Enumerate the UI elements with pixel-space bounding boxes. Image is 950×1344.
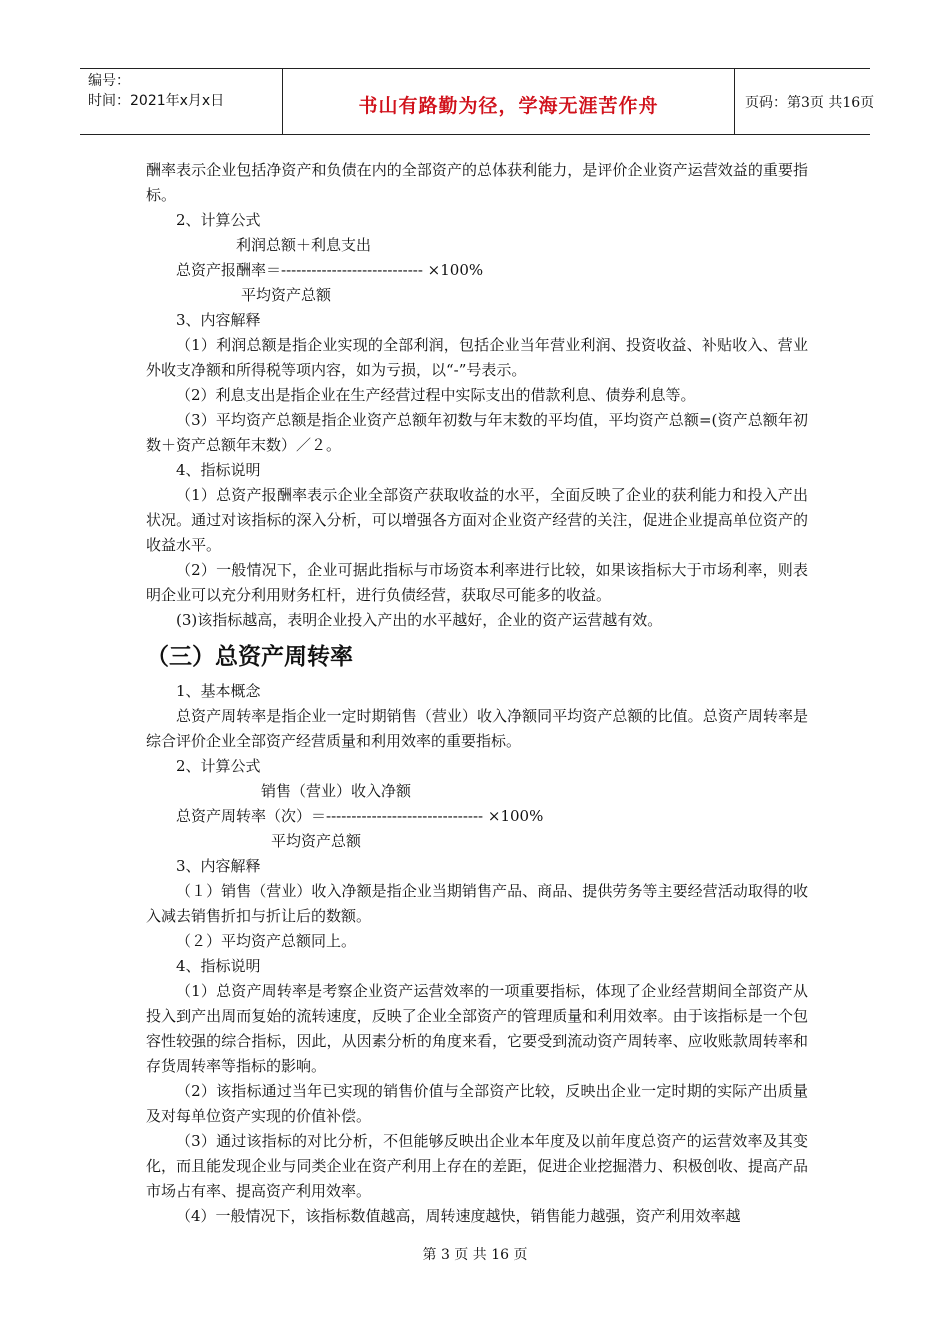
header-page-info: 页码：第3页 共16页 [745,94,875,111]
paragraph: （2）该指标通过当年已实现的销售价值与全部资产比较，反映出企业一定时期的实际产出质量及对每单位资产实现的价值补偿。 [146,1082,808,1125]
paragraph: （2）利息支出是指企业在生产经营过程中实际支出的借款利息、债券利息等。 [176,386,696,404]
formula: 总资产报酬率＝---------------------------- ×100% [176,261,484,279]
paragraph: （１）销售（营业）收入净额是指企业当期销售产品、商品、提供劳务等主要经营活动取得的收入减去销售折扣与折让后的数额。 [146,882,808,925]
paragraph: （２）平均资产总额同上。 [176,932,357,950]
subheading: 2、计算公式 [176,757,261,775]
header-motto-cell [283,69,735,134]
paragraph: （3）平均资产总额是指企业资产总额年初数与年末数的平均值，平均资产总额=(资产总额年初数＋资产总额年末数）／２。 [146,411,808,454]
paragraph: (3)该指标越高，表明企业投入产出的水平越好，企业的资产运营越有效。 [176,611,663,629]
header-motto: 书山有路勤为径，学海无涯苦作舟 [358,95,659,117]
subheading: 1、基本概念 [176,682,261,700]
paragraph: （1）利润总额是指企业实现的全部利润，包括企业当年营业利润、投资收益、补贴收入、营业外收支净额和所得税等项内容，如为亏损，以“-”号表示。 [146,336,808,379]
formula-denominator: 平均资产总额 [271,832,362,850]
paragraph: （2）一般情况下，企业可据此指标与市场资本利率进行比较，如果该指标大于市场利率，则表明企业可以充分利用财务杠杆，进行负债经营，获取尽可能多的收益。 [146,561,808,604]
subheading: 3、内容解释 [176,311,261,329]
formula-denominator: 平均资产总额 [241,286,332,304]
subheading: 3、内容解释 [176,857,261,875]
subheading: 4、指标说明 [176,461,261,479]
document-body [146,158,808,1229]
paragraph: 酬率表示企业包括净资产和负债在内的全部资产的总体获利能力，是评价企业资产运营效益的重要指标。 [146,161,808,204]
header-meta [80,69,283,134]
section-title: （三）总资产周转率 [146,644,353,670]
page-footer: 第 3 页 共 16 页 [422,1247,528,1263]
subheading: 4、指标说明 [176,957,261,975]
paragraph: （1）总资产报酬率表示企业全部资产获取收益的水平，全面反映了企业的获利能力和投入产出状况。通过对该指标的深入分析，可以增强各方面对企业资产经营的关注，促进企业提高单位资产的收益水平。 [146,486,808,554]
subheading: 2、计算公式 [176,211,261,229]
page-header [80,68,875,135]
paragraph: （1）总资产周转率是考察企业资产运营效率的一项重要指标，体现了企业经营期间全部资产从投入到产出周而复始的流转速度，反映了企业全部资产的管理质量和利用效率。由于该指标是一个包容性较强的综合指标，因此，从因素分析的角度来看，它要受到流动资产周转率、应收账款周转率和存货周转率等指标的影响。 [146,982,808,1075]
formula-numerator: 利润总额＋利息支出 [236,236,372,254]
paragraph: （4）一般情况下，该指标数值越高，周转速度越快，销售能力越强，资产利用效率越 [176,1207,741,1225]
paragraph: （3）通过该指标的对比分析，不但能够反映出企业本年度及以前年度总资产的运营效率及其变化，而且能发现企业与同类企业在资产利用上存在的差距，促进企业挖掘潜力、积极创收、提高产品市场占有率、提高资产利用效率。 [146,1132,808,1200]
document-number-label: 编号： [88,73,130,89]
formula: 总资产周转率（次）＝------------------------------- ×100% [176,807,544,825]
paragraph: 总资产周转率是指企业一定时期销售（营业）收入净额同平均资产总额的比值。总资产周转率是综合评价企业全部资产经营质量和利用效率的重要指标。 [146,707,808,750]
document-date: 时间：2021年x月x日 [88,93,225,109]
formula-numerator: 销售（营业）收入净额 [261,782,412,800]
